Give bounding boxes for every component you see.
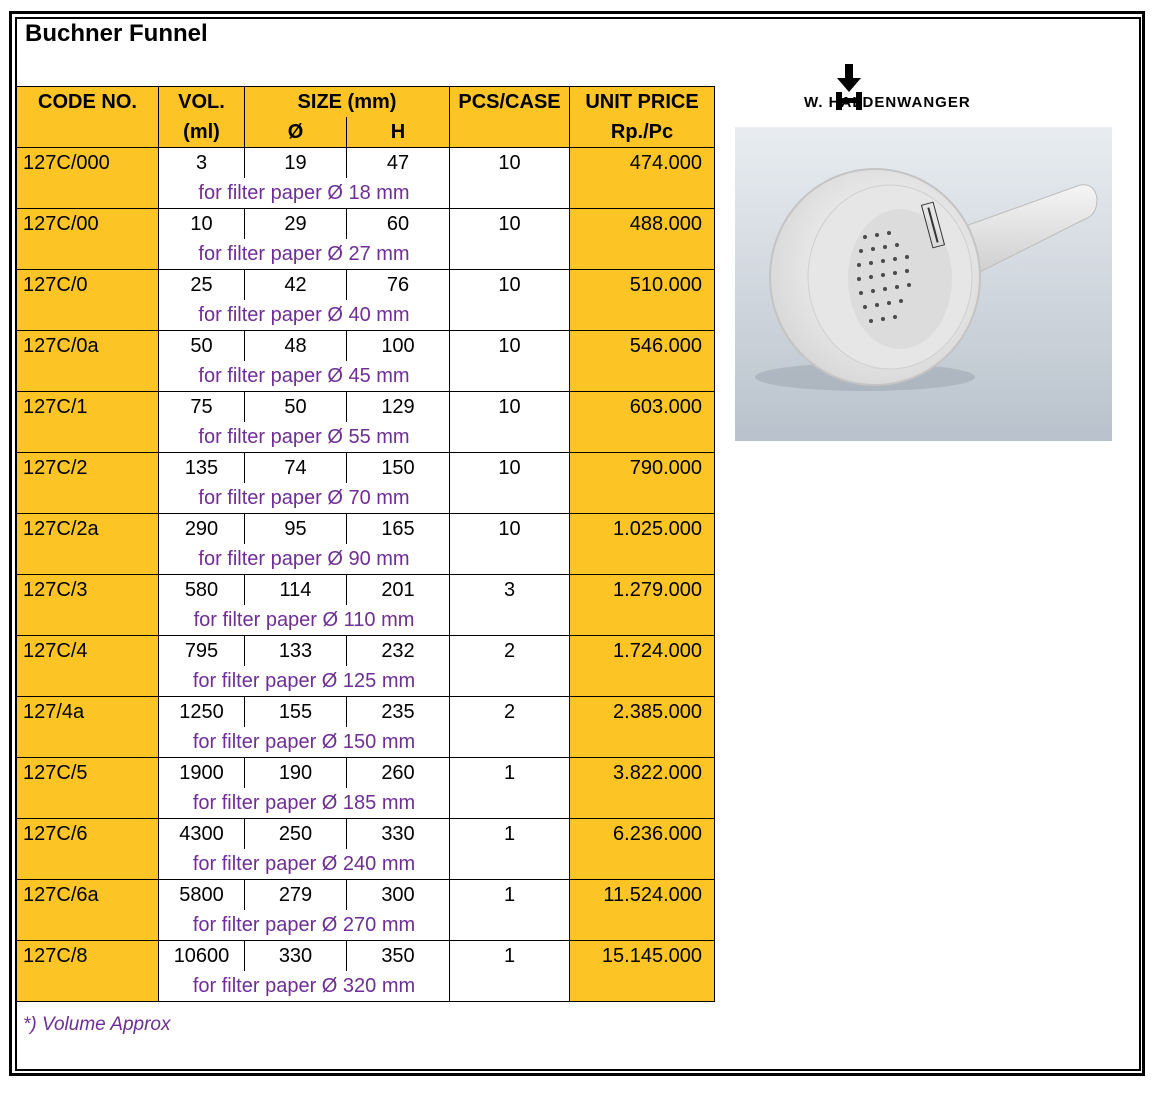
table-row-filter: [17, 971, 715, 1002]
diameter-cell: 29: [245, 209, 347, 240]
volume-cell: 1250: [159, 697, 245, 728]
height-cell: 300: [347, 880, 450, 911]
code-cell-cont: [17, 849, 159, 880]
table-row: [17, 941, 715, 972]
table-row-filter: [17, 605, 715, 636]
pcs-cell: 1: [450, 758, 570, 789]
code-cell-cont: [17, 910, 159, 941]
header-price-unit: Rp./Pc: [570, 117, 715, 148]
volume-cell: 50: [159, 331, 245, 362]
pcs-cell-cont: [450, 849, 570, 880]
height-cell: 129: [347, 392, 450, 423]
code-cell-cont: [17, 422, 159, 453]
filter-paper-note: for filter paper Ø 27 mm: [159, 239, 450, 270]
table-row-filter: [17, 666, 715, 697]
code-cell-cont: [17, 788, 159, 819]
filter-paper-note: for filter paper Ø 90 mm: [159, 544, 450, 575]
header-vol: VOL.: [159, 87, 245, 118]
header-vol-unit: (ml): [159, 117, 245, 148]
table-row-filter: [17, 788, 715, 819]
code-cell: 127C/2: [17, 453, 159, 484]
volume-cell: 10: [159, 209, 245, 240]
price-cell: 603.000: [570, 392, 715, 423]
price-cell-cont: [570, 483, 715, 514]
code-cell: 127C/5: [17, 758, 159, 789]
header-row-1: [17, 87, 715, 118]
price-cell-cont: [570, 971, 715, 1002]
code-cell: 127C/8: [17, 941, 159, 972]
filter-paper-note: for filter paper Ø 320 mm: [159, 971, 450, 1002]
pcs-cell-cont: [450, 544, 570, 575]
pcs-cell-cont: [450, 178, 570, 209]
pcs-cell: 10: [450, 270, 570, 301]
pcs-cell: 10: [450, 453, 570, 484]
table-row: [17, 575, 715, 606]
code-cell-cont: [17, 483, 159, 514]
diameter-cell: 50: [245, 392, 347, 423]
price-cell: 1.724.000: [570, 636, 715, 667]
table-row: [17, 819, 715, 850]
header-pcs: PCS/CASE: [450, 87, 570, 118]
table-row-filter: [17, 910, 715, 941]
price-cell-cont: [570, 666, 715, 697]
code-cell: 127C/0: [17, 270, 159, 301]
pcs-cell: 10: [450, 331, 570, 362]
height-cell: 60: [347, 209, 450, 240]
height-cell: 150: [347, 453, 450, 484]
price-cell-cont: [570, 849, 715, 880]
header-code-cont: [17, 117, 159, 148]
code-cell: 127C/3: [17, 575, 159, 606]
price-cell-cont: [570, 727, 715, 758]
price-cell-cont: [570, 605, 715, 636]
price-cell: 1.279.000: [570, 575, 715, 606]
page-title: Buchner Funnel: [25, 20, 208, 47]
code-cell-cont: [17, 239, 159, 270]
price-cell: 2.385.000: [570, 697, 715, 728]
pcs-cell-cont: [450, 727, 570, 758]
diameter-cell: 190: [245, 758, 347, 789]
table-row-filter: [17, 544, 715, 575]
height-cell: 350: [347, 941, 450, 972]
table-row: [17, 880, 715, 911]
header-size: SIZE (mm): [245, 87, 450, 118]
height-cell: 165: [347, 514, 450, 545]
diameter-cell: 114: [245, 575, 347, 606]
filter-paper-note: for filter paper Ø 70 mm: [159, 483, 450, 514]
pcs-cell-cont: [450, 971, 570, 1002]
pcs-cell: 1: [450, 819, 570, 850]
price-cell-cont: [570, 788, 715, 819]
code-cell-cont: [17, 971, 159, 1002]
code-cell-cont: [17, 300, 159, 331]
code-cell-cont: [17, 727, 159, 758]
height-cell: 330: [347, 819, 450, 850]
table-row: [17, 270, 715, 301]
volume-cell: 135: [159, 453, 245, 484]
table-row-filter: [17, 178, 715, 209]
filter-paper-note: for filter paper Ø 185 mm: [159, 788, 450, 819]
table-row-filter: [17, 300, 715, 331]
table-row-filter: [17, 422, 715, 453]
pcs-cell-cont: [450, 361, 570, 392]
pcs-cell: 2: [450, 697, 570, 728]
header-pcs-cont: [450, 117, 570, 148]
pcs-cell: 10: [450, 148, 570, 179]
code-cell-cont: [17, 666, 159, 697]
pcs-cell-cont: [450, 300, 570, 331]
volume-cell: 4300: [159, 819, 245, 850]
diameter-cell: 19: [245, 148, 347, 179]
pcs-cell: 3: [450, 575, 570, 606]
price-cell: 3.822.000: [570, 758, 715, 789]
diameter-cell: 279: [245, 880, 347, 911]
volume-cell: 25: [159, 270, 245, 301]
code-cell: 127C/000: [17, 148, 159, 179]
header-code: CODE NO.: [17, 87, 159, 118]
table-row: [17, 453, 715, 484]
volume-cell: 580: [159, 575, 245, 606]
diameter-cell: 42: [245, 270, 347, 301]
code-cell-cont: [17, 544, 159, 575]
pcs-cell: 2: [450, 636, 570, 667]
table-row-filter: [17, 727, 715, 758]
pcs-cell: 10: [450, 514, 570, 545]
table-row: [17, 514, 715, 545]
header-price: UNIT PRICE: [570, 87, 715, 118]
volume-cell: 1900: [159, 758, 245, 789]
code-cell: 127C/6a: [17, 880, 159, 911]
height-cell: 260: [347, 758, 450, 789]
filter-paper-note: for filter paper Ø 270 mm: [159, 910, 450, 941]
table-row: [17, 636, 715, 667]
table-row: [17, 148, 715, 179]
price-table-body: [17, 87, 715, 1002]
price-cell-cont: [570, 544, 715, 575]
price-cell-cont: [570, 910, 715, 941]
diameter-cell: 95: [245, 514, 347, 545]
table-row: [17, 758, 715, 789]
filter-paper-note: for filter paper Ø 125 mm: [159, 666, 450, 697]
diameter-cell: 74: [245, 453, 347, 484]
code-cell: 127C/4: [17, 636, 159, 667]
table-row-filter: [17, 483, 715, 514]
diameter-cell: 330: [245, 941, 347, 972]
funnel-photo: [735, 127, 1112, 441]
pcs-cell-cont: [450, 788, 570, 819]
diameter-cell: 155: [245, 697, 347, 728]
volume-cell: 3: [159, 148, 245, 179]
code-cell-cont: [17, 361, 159, 392]
price-cell: 1.025.000: [570, 514, 715, 545]
table-row: [17, 209, 715, 240]
price-cell: 510.000: [570, 270, 715, 301]
code-cell: 127C/1: [17, 392, 159, 423]
pcs-cell-cont: [450, 483, 570, 514]
height-cell: 232: [347, 636, 450, 667]
header-height: H: [347, 117, 450, 148]
pcs-cell-cont: [450, 910, 570, 941]
code-cell: 127C/00: [17, 209, 159, 240]
table-row-filter: [17, 849, 715, 880]
pcs-cell: 1: [450, 880, 570, 911]
code-cell: 127C/0a: [17, 331, 159, 362]
price-cell: 15.145.000: [570, 941, 715, 972]
height-cell: 235: [347, 697, 450, 728]
pcs-cell: 10: [450, 392, 570, 423]
price-cell: 546.000: [570, 331, 715, 362]
pcs-cell-cont: [450, 422, 570, 453]
price-cell: 474.000: [570, 148, 715, 179]
pcs-cell: 10: [450, 209, 570, 240]
diameter-cell: 48: [245, 331, 347, 362]
diameter-cell: 250: [245, 819, 347, 850]
table-row: [17, 392, 715, 423]
price-cell-cont: [570, 300, 715, 331]
pcs-cell-cont: [450, 239, 570, 270]
code-cell: 127C/2a: [17, 514, 159, 545]
table-row: [17, 697, 715, 728]
pcs-cell-cont: [450, 605, 570, 636]
volume-cell: 290: [159, 514, 245, 545]
height-cell: 76: [347, 270, 450, 301]
filter-paper-note: for filter paper Ø 55 mm: [159, 422, 450, 453]
height-cell: 100: [347, 331, 450, 362]
filter-paper-note: for filter paper Ø 110 mm: [159, 605, 450, 636]
pcs-cell-cont: [450, 666, 570, 697]
filter-paper-note: for filter paper Ø 150 mm: [159, 727, 450, 758]
pcs-cell: 1: [450, 941, 570, 972]
filter-paper-note: for filter paper Ø 40 mm: [159, 300, 450, 331]
table-row-filter: [17, 239, 715, 270]
volume-cell: 5800: [159, 880, 245, 911]
volume-note: *) Volume Approx: [23, 1014, 171, 1035]
price-cell: 6.236.000: [570, 819, 715, 850]
code-cell: 127C/6: [17, 819, 159, 850]
brand-name: W. HALDENWANGER: [804, 94, 971, 111]
header-diameter: Ø: [245, 117, 347, 148]
haldenwanger-logo: [804, 64, 1034, 114]
price-cell: 11.524.000: [570, 880, 715, 911]
filter-paper-note: for filter paper Ø 45 mm: [159, 361, 450, 392]
price-cell: 488.000: [570, 209, 715, 240]
code-cell: 127/4a: [17, 697, 159, 728]
price-cell-cont: [570, 178, 715, 209]
volume-cell: 10600: [159, 941, 245, 972]
price-cell: 790.000: [570, 453, 715, 484]
price-cell-cont: [570, 422, 715, 453]
table-row-filter: [17, 361, 715, 392]
code-cell-cont: [17, 605, 159, 636]
height-cell: 47: [347, 148, 450, 179]
table-row: [17, 331, 715, 362]
price-cell-cont: [570, 361, 715, 392]
height-cell: 201: [347, 575, 450, 606]
filter-paper-note: for filter paper Ø 18 mm: [159, 178, 450, 209]
filter-paper-note: for filter paper Ø 240 mm: [159, 849, 450, 880]
volume-cell: 75: [159, 392, 245, 423]
price-table: [16, 86, 715, 1002]
price-cell-cont: [570, 239, 715, 270]
volume-cell: 795: [159, 636, 245, 667]
code-cell-cont: [17, 178, 159, 209]
diameter-cell: 133: [245, 636, 347, 667]
header-row-2: [17, 117, 715, 148]
